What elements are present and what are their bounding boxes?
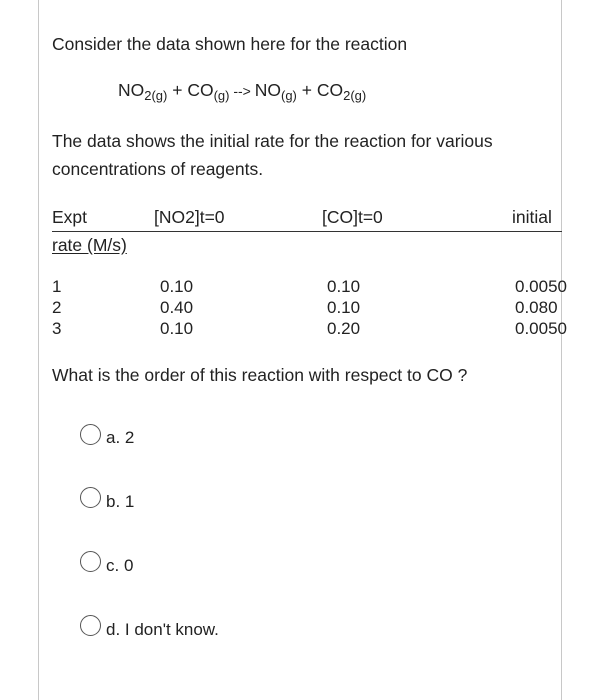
description-line-2: concentrations of reagents. [52, 159, 264, 179]
row2-rate: 0.080 [515, 298, 558, 317]
row3-co: 0.20 [327, 319, 361, 338]
option-d-label[interactable]: d. I don't know. [106, 620, 219, 639]
radio-button-d[interactable] [80, 615, 101, 636]
reaction-arrow: --> [229, 83, 255, 99]
header-expt: Expt [52, 207, 88, 227]
table-header-underline [52, 231, 562, 232]
row1-rate: 0.0050 [515, 277, 567, 296]
intro-text: Consider the data shown here for the reaction [52, 34, 408, 54]
row1-expt: 1 [52, 277, 62, 296]
question-card [38, 0, 562, 700]
question-prompt: What is the order of this reaction with respect to CO ? [52, 365, 468, 385]
option-c-label[interactable]: c. 0 [106, 556, 134, 575]
product-no: NO [254, 80, 281, 100]
product-no-sub: (g) [281, 88, 297, 103]
row2-co: 0.10 [327, 298, 361, 317]
radio-button-a[interactable] [80, 424, 101, 445]
product-co2-sub: 2(g) [343, 88, 367, 103]
row1-no2: 0.10 [160, 277, 194, 296]
row3-rate: 0.0050 [515, 319, 567, 338]
option-a-label[interactable]: a. 2 [106, 428, 135, 447]
row1-co: 0.10 [327, 277, 361, 296]
radio-button-b[interactable] [80, 487, 101, 508]
option-b-label[interactable]: b. 1 [106, 492, 135, 511]
reactant-no2: NO [118, 80, 145, 100]
plus-sign: + [296, 80, 317, 100]
header-no2: [NO2]t=0 [154, 207, 225, 227]
header-rate: rate (M/s) [52, 235, 127, 255]
row2-no2: 0.40 [160, 298, 194, 317]
row2-expt: 2 [52, 298, 62, 317]
description-line-1: The data shows the initial rate for the reaction for various [52, 131, 493, 151]
reactant-co: CO [187, 80, 214, 100]
radio-button-c[interactable] [80, 551, 101, 572]
plus-sign: + [167, 80, 188, 100]
header-initial: initial [512, 207, 552, 227]
reactant-co-sub: (g) [213, 88, 230, 103]
row3-no2: 0.10 [160, 319, 194, 338]
reaction-equation [118, 80, 366, 103]
reactant-no2-sub: 2(g) [144, 88, 168, 103]
product-co2: CO [316, 80, 344, 100]
header-co: [CO]t=0 [322, 207, 383, 227]
row3-expt: 3 [52, 319, 62, 338]
